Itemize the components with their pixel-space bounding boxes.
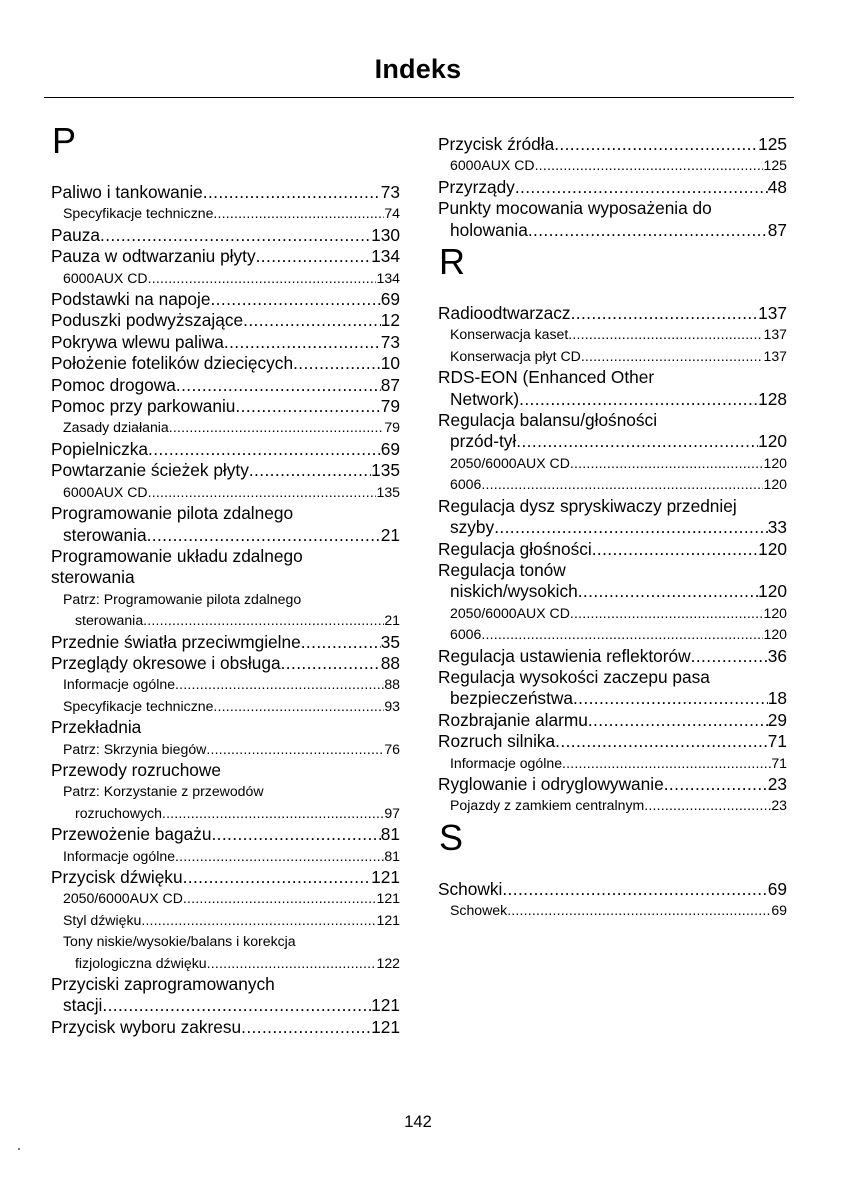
entry-text: szyby	[450, 517, 495, 538]
dot-leader	[243, 310, 381, 331]
dot-leader	[203, 182, 381, 203]
entry-text: 6000AUX CD	[63, 483, 148, 500]
entry-text: 6006	[450, 476, 482, 493]
dot-leader	[528, 220, 768, 241]
dot-leader	[102, 995, 371, 1016]
entry-text: Przyrządy	[438, 176, 515, 197]
entry-text: 6000AUX CD	[63, 269, 148, 286]
index-subentry	[438, 603, 787, 624]
entry-text: 2050/6000AUX CD	[63, 890, 183, 907]
dot-leader	[148, 268, 377, 289]
dot-leader	[249, 460, 371, 481]
index-entry	[51, 653, 400, 674]
entry-text: Położenie fotelików dziecięcych	[51, 353, 294, 374]
index-subentry	[51, 888, 400, 909]
index-entry: Programowanie pilota zdalnego	[51, 503, 294, 524]
entry-page: 121	[376, 890, 400, 907]
dot-leader	[210, 289, 380, 310]
index-subentry	[51, 910, 400, 931]
dot-leader	[494, 517, 768, 538]
entry-text: przód-tył	[450, 431, 517, 452]
entry-page: 69	[380, 289, 400, 310]
entry-text: stacji	[63, 995, 103, 1016]
entry-page: 23	[771, 797, 787, 814]
entry-page: 87	[380, 374, 400, 395]
index-entry	[51, 225, 400, 246]
index-entry: Punkty mocowania wyposażenia do	[438, 198, 712, 219]
entry-text: holowania	[450, 219, 528, 240]
entry-text: fizjologiczna dźwięku	[75, 954, 207, 971]
index-subentry: Tony niskie/wysokie/balans i korekcja	[63, 933, 296, 950]
dot-leader	[211, 824, 380, 845]
dot-leader	[507, 900, 771, 921]
entry-page: 48	[767, 176, 787, 197]
section-letter: P	[52, 120, 77, 161]
dot-leader	[555, 731, 768, 752]
entry-text: Przeglądy okresowe i obsługa	[51, 652, 281, 673]
index-subentry	[438, 624, 787, 645]
entry-text: Informacje ogólne	[63, 847, 176, 864]
index-subentry	[51, 674, 400, 695]
dot-leader	[147, 525, 381, 546]
index-entry-continuation	[438, 581, 787, 602]
entry-text: Popielniczka	[51, 438, 149, 459]
entry-page: 134	[376, 269, 400, 286]
entry-page: 137	[758, 303, 787, 324]
entry-text: Informacje ogólne	[63, 676, 176, 693]
entry-text: Regulacja ustawienia reflektorów	[438, 645, 691, 666]
index-column-right	[438, 134, 787, 922]
entry-page: 73	[380, 331, 400, 352]
index-entry	[51, 310, 400, 331]
index-entry	[438, 731, 787, 752]
dot-leader	[502, 879, 767, 900]
entry-page: 88	[384, 676, 400, 693]
index-entry-continuation	[51, 525, 400, 546]
entry-page: 135	[371, 460, 400, 481]
dot-leader	[588, 710, 768, 731]
index-subentry	[51, 846, 400, 867]
index-entry-continuation	[51, 995, 400, 1016]
entry-page: 29	[767, 709, 787, 730]
entry-page: 97	[384, 804, 400, 821]
dot-leader	[515, 177, 768, 198]
index-entry	[438, 774, 787, 795]
dot-leader	[169, 417, 385, 438]
entry-page: 121	[376, 911, 400, 928]
index-subentry-continuation	[51, 803, 400, 824]
entry-page: 87	[767, 219, 787, 240]
dot-leader	[581, 346, 764, 367]
entry-text: Pojazdy z zamkiem centralnym	[450, 797, 645, 814]
dot-leader	[481, 624, 763, 645]
index-entry-continuation: sterowania	[51, 567, 135, 588]
dot-leader	[241, 1017, 371, 1038]
entry-page: 130	[371, 224, 400, 245]
entry-page: 74	[384, 205, 400, 222]
dot-leader	[141, 910, 376, 931]
entry-page: 76	[384, 740, 400, 757]
index-entry	[51, 289, 400, 310]
index-entry	[51, 182, 400, 203]
index-entry	[51, 632, 400, 653]
entry-page: 120	[763, 476, 787, 493]
entry-text: Przycisk wyboru zakresu	[51, 1016, 242, 1037]
entry-text: Przednie światła przeciwmgielne	[51, 631, 301, 652]
entry-text: Radioodtwarzacz	[438, 303, 571, 324]
dot-leader	[207, 953, 377, 974]
index-subentry	[51, 268, 400, 289]
index-entry	[438, 710, 787, 731]
header-rule	[44, 97, 794, 98]
entry-page: 21	[384, 612, 400, 629]
entry-text: Specyfikacje techniczne	[63, 205, 214, 222]
entry-page: 73	[380, 182, 400, 202]
entry-text: Ryglowanie i odryglowywanie	[438, 773, 664, 794]
dot-leader	[143, 610, 384, 631]
index-entry: Regulacja tonów	[438, 559, 566, 580]
entry-text: Patrz: Skrzynia biegów	[63, 740, 207, 757]
dot-leader	[175, 846, 384, 867]
index-entry-heading: Przewody rozruchowe	[51, 759, 222, 780]
index-entry	[51, 1017, 400, 1038]
entry-page: 69	[771, 902, 787, 919]
index-entry: Regulacja dysz spryskiwaczy przedniej	[438, 495, 737, 516]
section-letter: R	[439, 241, 465, 283]
index-entry	[51, 867, 400, 888]
dot-leader	[519, 389, 758, 410]
dot-leader	[224, 332, 381, 353]
entry-page: 69	[380, 438, 400, 459]
entry-page: 120	[758, 538, 787, 559]
entry-page: 120	[763, 626, 787, 643]
entry-text: Schowki	[438, 878, 503, 899]
index-subentry	[438, 795, 787, 816]
entry-page: 33	[767, 517, 787, 538]
entry-text: Pauza w odtwarzaniu płyty	[51, 246, 256, 267]
entry-text: sterowania	[75, 612, 144, 629]
entry-text: sterowania	[63, 524, 147, 545]
entry-text: bezpieczeństwa	[450, 688, 573, 709]
entry-page: 135	[376, 483, 400, 500]
entry-text: Rozruch silnika	[438, 731, 556, 752]
index-entry: Regulacja balansu/głośności	[438, 410, 658, 431]
entry-page: 120	[763, 604, 787, 621]
dot-leader	[148, 439, 381, 460]
entry-page: 71	[767, 731, 787, 752]
entry-text: niskich/wysokich	[450, 581, 578, 602]
index-entry	[438, 134, 787, 155]
entry-text: Zasady działania	[63, 419, 169, 436]
dot-leader	[691, 646, 768, 667]
index-subentry-continuation	[51, 953, 400, 974]
entry-text: Regulacja głośności	[438, 538, 592, 559]
entry-page: 18	[767, 688, 787, 709]
index-entry: Regulacja wysokości zaczepu pasa	[438, 666, 710, 687]
index-subentry	[438, 753, 787, 774]
dot-leader	[148, 482, 377, 503]
scan-speck	[18, 1148, 20, 1150]
dot-leader	[571, 303, 759, 324]
index-entry	[51, 460, 400, 481]
entry-page: 23	[767, 773, 787, 794]
dot-leader	[175, 674, 384, 695]
entry-text: Pauza	[51, 224, 101, 245]
index-entry-continuation	[438, 431, 787, 452]
entry-page: 35	[380, 631, 400, 652]
entry-text: Informacje ogólne	[450, 754, 563, 771]
entry-page: 88	[380, 652, 400, 673]
index-entry: RDS-EON (Enhanced Other	[438, 367, 655, 388]
entry-page: 79	[384, 419, 400, 436]
dot-leader	[664, 774, 768, 795]
entry-page: 137	[763, 347, 787, 364]
entry-page: 137	[763, 326, 787, 343]
entry-page: 121	[371, 995, 400, 1016]
index-subentry	[438, 453, 787, 474]
entry-page: 81	[384, 847, 400, 864]
entry-page: 69	[767, 878, 787, 899]
entry-text: Powtarzanie ścieżek płyty	[51, 460, 249, 481]
entry-page: 122	[376, 954, 400, 971]
index-entry-continuation	[438, 389, 787, 410]
dot-leader	[592, 539, 758, 560]
dot-leader	[535, 155, 764, 176]
index-entry	[438, 646, 787, 667]
dot-leader	[213, 203, 384, 224]
entry-page: 93	[384, 697, 400, 714]
dot-leader	[100, 225, 371, 246]
dot-leader	[570, 453, 764, 474]
entry-text: 6006	[450, 626, 482, 643]
index-subentry-continuation	[51, 610, 400, 631]
entry-page: 121	[371, 1016, 400, 1037]
index-subentry	[438, 900, 787, 921]
entry-page: 36	[767, 645, 787, 666]
dot-leader	[481, 474, 763, 495]
index-subentry: Patrz: Korzystanie z przewodów	[63, 783, 264, 800]
entry-page: 134	[371, 246, 400, 267]
entry-text: 2050/6000AUX CD	[450, 604, 570, 621]
dot-leader	[162, 803, 384, 824]
dot-leader	[516, 431, 758, 452]
entry-text: Konserwacja płyt CD	[450, 347, 581, 364]
entry-text: Przycisk źródła	[438, 134, 555, 154]
entry-page: 120	[763, 454, 787, 471]
entry-page: 121	[371, 867, 400, 887]
dot-leader	[568, 324, 763, 345]
dot-leader	[256, 246, 372, 267]
entry-text: Schowek	[450, 902, 508, 919]
dot-leader	[206, 739, 384, 760]
index-entry	[438, 177, 787, 198]
entry-page: 125	[763, 157, 787, 174]
entry-page: 10	[380, 353, 400, 374]
entry-text: 2050/6000AUX CD	[450, 454, 570, 471]
dot-leader	[183, 867, 372, 888]
index-entry	[51, 332, 400, 353]
entry-text: Paliwo i tankowanie	[51, 182, 203, 202]
index-entry	[51, 246, 400, 267]
index-column-left	[51, 120, 400, 1038]
dot-leader	[235, 396, 380, 417]
entry-page: 21	[380, 524, 400, 545]
dot-leader	[573, 688, 768, 709]
index-subentry	[438, 346, 787, 367]
entry-page: 125	[758, 134, 787, 154]
dot-leader	[176, 375, 381, 396]
index-entry-continuation	[438, 517, 787, 538]
section-letter: S	[439, 816, 464, 858]
entry-text: Specyfikacje techniczne	[63, 697, 214, 714]
index-subentry: Patrz: Programowanie pilota zdalnego	[63, 590, 302, 607]
entry-page: 12	[380, 310, 400, 331]
index-entry	[51, 353, 400, 374]
index-entry-heading: Przekładnia	[51, 717, 142, 738]
entry-page: 71	[771, 754, 787, 771]
index-entry	[438, 539, 787, 560]
dot-leader	[578, 581, 758, 602]
entry-text: Rozbrajanie alarmu	[438, 709, 588, 730]
dot-leader	[281, 653, 381, 674]
dot-leader	[562, 753, 771, 774]
index-entry	[438, 303, 787, 324]
index-subentry	[51, 203, 400, 224]
entry-page: 120	[758, 431, 787, 452]
entry-page: 120	[758, 581, 787, 602]
entry-page: 128	[758, 388, 787, 409]
dot-leader	[183, 888, 377, 909]
entry-page: 81	[380, 824, 400, 845]
entry-text: Pomoc drogowa	[51, 374, 176, 395]
index-entry	[438, 879, 787, 900]
dot-leader	[644, 795, 771, 816]
index-subentry	[51, 417, 400, 438]
entry-text: Styl dźwięku	[63, 911, 142, 928]
dot-leader	[554, 134, 758, 155]
entry-page: 79	[380, 396, 400, 417]
index-subentry	[51, 696, 400, 717]
index-entry	[51, 396, 400, 417]
index-entry: Programowanie układu zdalnego	[51, 545, 303, 566]
page-number: 142	[404, 1113, 432, 1131]
index-entry: Przyciski zaprogramowanych	[51, 974, 275, 995]
entry-text: Przycisk dźwięku	[51, 867, 183, 887]
dot-leader	[213, 696, 384, 717]
index-subentry	[438, 324, 787, 345]
entry-text: rozruchowych	[75, 804, 162, 821]
index-entry-continuation	[438, 688, 787, 709]
index-entry-continuation	[438, 220, 787, 241]
index-entry	[51, 375, 400, 396]
index-subentry	[51, 739, 400, 760]
entry-text: Poduszki podwyższające	[51, 310, 244, 331]
dot-leader	[301, 632, 381, 653]
index-subentry	[51, 482, 400, 503]
index-entry	[51, 439, 400, 460]
entry-text: Przewożenie bagażu	[51, 824, 212, 845]
dot-leader	[293, 353, 381, 374]
entry-text: Pomoc przy parkowaniu	[51, 396, 236, 417]
entry-text: Pokrywa wlewu paliwa	[51, 331, 224, 352]
entry-text: 6000AUX CD	[450, 157, 535, 174]
index-subentry	[438, 474, 787, 495]
page-title: Indeks	[374, 54, 462, 84]
index-subentry	[438, 155, 787, 176]
entry-text: Network)	[450, 388, 520, 409]
entry-text: Konserwacja kaset	[450, 326, 569, 343]
entry-text: Podstawki na napoje	[51, 289, 211, 310]
index-entry	[51, 824, 400, 845]
dot-leader	[570, 603, 764, 624]
